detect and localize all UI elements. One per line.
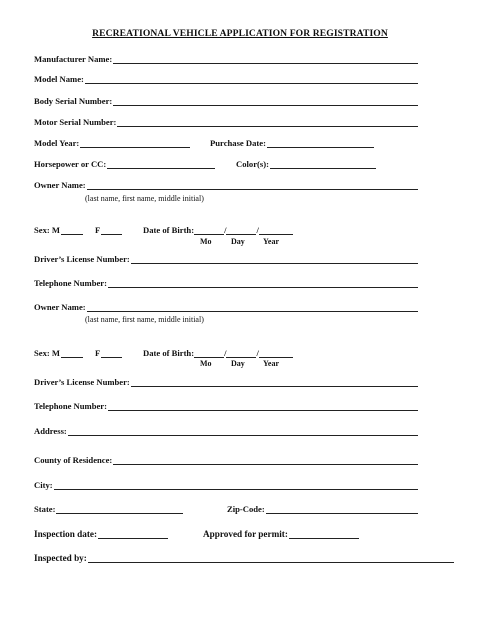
sex-row-2 <box>34 344 122 358</box>
manufacturer-name-label: Manufacturer Name: <box>34 54 113 64</box>
state-label: State: <box>34 504 56 514</box>
dob-row-1 <box>143 221 293 235</box>
approved-row <box>203 525 359 539</box>
inspection-date-field[interactable] <box>98 528 168 539</box>
zip-field[interactable] <box>266 503 418 514</box>
drivers-license-label: Driver’s License Number: <box>34 254 130 264</box>
motor-serial-row <box>34 113 418 127</box>
purchase-date-row <box>210 134 374 148</box>
drivers-license-label: Driver’s License Number: <box>34 377 130 387</box>
manufacturer-name-row <box>34 50 418 64</box>
county-row <box>34 451 418 465</box>
motor-serial-field[interactable] <box>117 116 418 127</box>
approved-field[interactable] <box>289 528 359 539</box>
dob-separator: / <box>224 225 227 235</box>
dob-year-field[interactable] <box>259 224 293 235</box>
dob-day-caption: Day <box>231 359 245 368</box>
dob-month-field[interactable] <box>194 347 227 358</box>
approved-label: Approved for permit: <box>203 529 288 539</box>
telephone-field[interactable] <box>108 277 418 288</box>
inspected-by-row <box>34 549 454 563</box>
owner-name-hint: (last name, first name, middle initial) <box>85 194 204 203</box>
owner-name-label: Owner Name: <box>34 302 86 312</box>
owner-name-label: Owner Name: <box>34 180 86 190</box>
horsepower-label: Horsepower or CC: <box>34 159 107 169</box>
dob-separator: / <box>256 348 259 358</box>
address-field[interactable] <box>68 425 418 436</box>
colors-field[interactable] <box>270 158 376 169</box>
owner-name-field[interactable] <box>87 179 418 190</box>
zip-row <box>227 500 418 514</box>
address-label: Address: <box>34 426 67 436</box>
model-year-row <box>34 134 190 148</box>
sex-f-field[interactable] <box>101 224 122 235</box>
sex-f-label: F <box>95 225 101 235</box>
horsepower-row <box>34 155 215 169</box>
horsepower-field[interactable] <box>107 158 215 169</box>
dob-mo-caption: Mo <box>200 237 212 246</box>
zip-label: Zip-Code: <box>227 504 265 514</box>
sex-m-field[interactable] <box>61 224 83 235</box>
dob-day-field[interactable] <box>226 347 259 358</box>
owner-name-row-2 <box>34 298 418 312</box>
body-serial-field[interactable] <box>113 95 418 106</box>
model-year-field[interactable] <box>80 137 190 148</box>
telephone-row-2 <box>34 397 418 411</box>
dob-row-2 <box>143 344 293 358</box>
sex-f-label: F <box>95 348 101 358</box>
purchase-date-label: Purchase Date: <box>210 138 266 148</box>
sex-m-field[interactable] <box>61 347 83 358</box>
owner-name-hint: (last name, first name, middle initial) <box>85 315 204 324</box>
inspection-date-label: Inspection date: <box>34 529 98 539</box>
dob-year-field[interactable] <box>259 347 293 358</box>
inspected-by-label: Inspected by: <box>34 553 87 563</box>
model-year-label: Model Year: <box>34 138 80 148</box>
manufacturer-name-field[interactable] <box>113 53 418 64</box>
purchase-date-field[interactable] <box>267 137 374 148</box>
dob-label: Date of Birth: <box>143 348 195 358</box>
dob-year-caption: Year <box>263 359 279 368</box>
dob-separator: / <box>224 348 227 358</box>
owner-name-row-1 <box>34 176 418 190</box>
model-name-label: Model Name: <box>34 74 84 84</box>
dob-separator: / <box>256 225 259 235</box>
inspected-by-field[interactable] <box>88 552 454 563</box>
colors-label: Color(s): <box>236 159 269 169</box>
dob-day-field[interactable] <box>226 224 259 235</box>
city-label: City: <box>34 480 53 490</box>
drivers-license-row-2 <box>34 373 418 387</box>
dob-year-caption: Year <box>263 237 279 246</box>
address-row <box>34 422 418 436</box>
city-field[interactable] <box>54 479 418 490</box>
county-label: County of Residence: <box>34 455 113 465</box>
dob-mo-caption: Mo <box>200 359 212 368</box>
county-field[interactable] <box>113 454 418 465</box>
motor-serial-label: Motor Serial Number: <box>34 117 117 127</box>
model-name-row <box>34 70 418 84</box>
telephone-field[interactable] <box>108 400 418 411</box>
telephone-label: Telephone Number: <box>34 278 107 288</box>
telephone-label: Telephone Number: <box>34 401 107 411</box>
sex-row-1 <box>34 221 122 235</box>
dob-day-caption: Day <box>231 237 245 246</box>
body-serial-row <box>34 92 418 106</box>
city-row <box>34 476 418 490</box>
colors-row <box>236 155 376 169</box>
telephone-row-1 <box>34 274 418 288</box>
sex-label: Sex: M <box>34 348 61 358</box>
inspection-date-row <box>34 525 168 539</box>
body-serial-label: Body Serial Number: <box>34 96 113 106</box>
dob-month-field[interactable] <box>194 224 227 235</box>
sex-f-field[interactable] <box>101 347 122 358</box>
owner-name-field[interactable] <box>87 301 418 312</box>
model-name-field[interactable] <box>85 73 418 84</box>
drivers-license-field[interactable] <box>131 253 418 264</box>
state-field[interactable] <box>56 503 183 514</box>
form-title: RECREATIONAL VEHICLE APPLICATION FOR REGISTRATION <box>92 28 388 39</box>
state-row <box>34 500 183 514</box>
drivers-license-field[interactable] <box>131 376 418 387</box>
drivers-license-row-1 <box>34 250 418 264</box>
sex-label: Sex: M <box>34 225 61 235</box>
dob-label: Date of Birth: <box>143 225 195 235</box>
